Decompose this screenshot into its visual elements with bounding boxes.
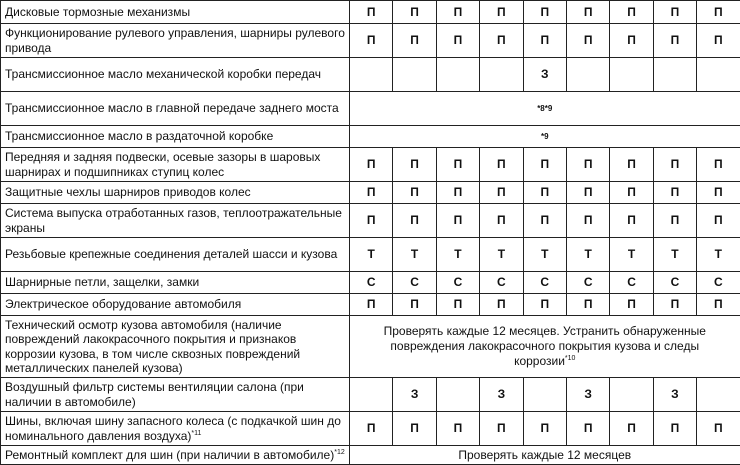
schedule-cell: П bbox=[480, 1, 523, 24]
schedule-cell: З bbox=[393, 378, 436, 412]
schedule-cell: П bbox=[697, 182, 740, 204]
schedule-cell: П bbox=[393, 1, 436, 24]
row-label: Функционирование рулевого управления, шарниры рулевого привода bbox=[1, 24, 350, 58]
schedule-cell: П bbox=[350, 24, 393, 58]
table-row bbox=[1, 272, 740, 294]
schedule-cell: Т bbox=[523, 238, 566, 272]
schedule-cell: С bbox=[697, 272, 740, 294]
schedule-cell: П bbox=[610, 1, 653, 24]
schedule-cell: П bbox=[393, 148, 436, 182]
schedule-cell: П bbox=[480, 412, 523, 446]
schedule-cell: П bbox=[610, 294, 653, 316]
schedule-cell: П bbox=[350, 1, 393, 24]
schedule-cell: С bbox=[653, 272, 696, 294]
schedule-cell: П bbox=[566, 412, 609, 446]
schedule-cell: П bbox=[610, 412, 653, 446]
schedule-cell: С bbox=[350, 272, 393, 294]
schedule-cell bbox=[350, 378, 393, 412]
schedule-cell: П bbox=[436, 204, 479, 238]
table-row bbox=[1, 446, 740, 465]
schedule-cell bbox=[653, 58, 696, 92]
schedule-cell: Т bbox=[566, 238, 609, 272]
row-label-with-note bbox=[1, 412, 350, 446]
schedule-cell: П bbox=[697, 204, 740, 238]
row-label-with-note bbox=[1, 446, 350, 465]
schedule-cell: П bbox=[523, 412, 566, 446]
schedule-cell: З bbox=[566, 378, 609, 412]
schedule-cell: П bbox=[697, 294, 740, 316]
schedule-cell: П bbox=[480, 148, 523, 182]
row-label: Шины, включая шину запасного колеса (с подкачкой шин до номинального давления воздуха) bbox=[5, 414, 341, 442]
schedule-cell: П bbox=[350, 182, 393, 204]
row-label: Шарнирные петли, защелки, замки bbox=[1, 272, 350, 294]
footnote-ref: *12 bbox=[334, 449, 345, 456]
inspection-note-text: Проверять каждые 12 месяцев. Устранить обнаруженные повреждения лакокрасочного покрытия кузова и следы коррозии bbox=[384, 324, 706, 368]
schedule-cell: Т bbox=[653, 238, 696, 272]
schedule-cell: Т bbox=[350, 238, 393, 272]
schedule-cell: П bbox=[480, 182, 523, 204]
table-row bbox=[1, 58, 740, 92]
schedule-cell: Т bbox=[436, 238, 479, 272]
schedule-cell bbox=[436, 378, 479, 412]
schedule-cell: П bbox=[697, 148, 740, 182]
table-row bbox=[1, 378, 740, 412]
schedule-cell: П bbox=[566, 1, 609, 24]
footnote-ref: *8*9 bbox=[350, 92, 740, 126]
schedule-cell: З bbox=[480, 378, 523, 412]
inspection-note: Проверять каждые 12 месяцев bbox=[350, 446, 740, 465]
table-row bbox=[1, 294, 740, 316]
schedule-cell: П bbox=[436, 24, 479, 58]
schedule-cell: П bbox=[566, 204, 609, 238]
schedule-cell: З bbox=[523, 58, 566, 92]
row-label: Трансмиссионное масло в раздаточной коробке bbox=[1, 126, 350, 148]
schedule-cell: Т bbox=[610, 238, 653, 272]
table-row bbox=[1, 204, 740, 238]
schedule-cell: П bbox=[523, 1, 566, 24]
schedule-cell: С bbox=[480, 272, 523, 294]
inspection-note bbox=[350, 316, 740, 378]
row-label: Защитные чехлы шарниров приводов колес bbox=[1, 182, 350, 204]
schedule-cell bbox=[350, 58, 393, 92]
schedule-cell: С bbox=[436, 272, 479, 294]
schedule-cell: Т bbox=[393, 238, 436, 272]
schedule-cell: П bbox=[610, 204, 653, 238]
schedule-cell: П bbox=[523, 294, 566, 316]
schedule-cell: П bbox=[653, 412, 696, 446]
row-label: Трансмиссионное масло в главной передаче заднего моста bbox=[1, 92, 350, 126]
schedule-cell bbox=[566, 58, 609, 92]
row-label: Трансмиссионное масло механической коробки передач bbox=[1, 58, 350, 92]
row-label: Электрическое оборудование автомобиля bbox=[1, 294, 350, 316]
row-label: Система выпуска отработанных газов, теплоотражательные экраны bbox=[1, 204, 350, 238]
row-label: Ремонтный комплект для шин (при наличии в автомобиле) bbox=[5, 448, 334, 462]
schedule-cell bbox=[697, 378, 740, 412]
schedule-cell: П bbox=[350, 294, 393, 316]
schedule-cell: П bbox=[436, 294, 479, 316]
schedule-cell: П bbox=[350, 204, 393, 238]
table-row bbox=[1, 1, 740, 24]
schedule-cell: П bbox=[610, 24, 653, 58]
schedule-cell: П bbox=[436, 412, 479, 446]
schedule-cell: П bbox=[393, 412, 436, 446]
schedule-cell: П bbox=[436, 148, 479, 182]
schedule-cell: П bbox=[697, 412, 740, 446]
schedule-cell bbox=[480, 58, 523, 92]
schedule-cell: С bbox=[566, 272, 609, 294]
schedule-cell: П bbox=[393, 182, 436, 204]
schedule-cell: П bbox=[350, 148, 393, 182]
row-label: Технический осмотр кузова автомобиля (наличие повреждений лакокрасочного покрытия и признаков коррозии кузова, в том числе сквозных повреждений металлических панелей кузова) bbox=[1, 316, 350, 378]
schedule-cell: П bbox=[566, 294, 609, 316]
table-row bbox=[1, 238, 740, 272]
table-row bbox=[1, 316, 740, 378]
schedule-cell: С bbox=[523, 272, 566, 294]
schedule-cell: П bbox=[393, 294, 436, 316]
schedule-cell: П bbox=[653, 294, 696, 316]
footnote-ref: *9 bbox=[350, 126, 740, 148]
schedule-cell bbox=[610, 378, 653, 412]
schedule-cell: П bbox=[436, 182, 479, 204]
table-row bbox=[1, 412, 740, 446]
schedule-cell: П bbox=[350, 412, 393, 446]
schedule-cell: П bbox=[653, 1, 696, 24]
row-label: Передняя и задняя подвески, осевые зазоры в шаровых шарнирах и подшипниках ступиц колес bbox=[1, 148, 350, 182]
row-label: Воздушный фильтр системы вентиляции салона (при наличии в автомобиле) bbox=[1, 378, 350, 412]
schedule-cell bbox=[610, 58, 653, 92]
schedule-cell: Т bbox=[697, 238, 740, 272]
schedule-cell: П bbox=[697, 1, 740, 24]
schedule-cell: П bbox=[697, 24, 740, 58]
schedule-cell: С bbox=[393, 272, 436, 294]
table-row bbox=[1, 182, 740, 204]
schedule-cell: П bbox=[566, 148, 609, 182]
schedule-cell bbox=[393, 58, 436, 92]
schedule-cell: П bbox=[653, 24, 696, 58]
schedule-cell: П bbox=[523, 204, 566, 238]
schedule-cell: П bbox=[393, 204, 436, 238]
schedule-cell: П bbox=[610, 182, 653, 204]
schedule-cell: П bbox=[393, 24, 436, 58]
schedule-cell: П bbox=[480, 294, 523, 316]
schedule-cell bbox=[523, 378, 566, 412]
schedule-cell: П bbox=[436, 1, 479, 24]
schedule-cell: П bbox=[523, 24, 566, 58]
schedule-cell: З bbox=[653, 378, 696, 412]
schedule-cell: П bbox=[566, 182, 609, 204]
row-label: Дисковые тормозные механизмы bbox=[1, 1, 350, 24]
schedule-cell: П bbox=[653, 182, 696, 204]
schedule-cell: П bbox=[480, 24, 523, 58]
schedule-cell: П bbox=[566, 24, 609, 58]
row-label: Резьбовые крепежные соединения деталей шасси и кузова bbox=[1, 238, 350, 272]
schedule-cell: Т bbox=[480, 238, 523, 272]
schedule-cell: С bbox=[610, 272, 653, 294]
table-row bbox=[1, 126, 740, 148]
footnote-ref: *10 bbox=[565, 355, 576, 362]
schedule-cell: П bbox=[610, 148, 653, 182]
schedule-cell: П bbox=[653, 148, 696, 182]
schedule-cell: П bbox=[523, 148, 566, 182]
schedule-cell: П bbox=[480, 204, 523, 238]
schedule-cell bbox=[436, 58, 479, 92]
footnote-ref: *11 bbox=[191, 430, 201, 437]
schedule-cell: П bbox=[653, 204, 696, 238]
table-row bbox=[1, 24, 740, 58]
table-row bbox=[1, 92, 740, 126]
schedule-cell bbox=[697, 58, 740, 92]
schedule-cell: П bbox=[523, 182, 566, 204]
table-row bbox=[1, 148, 740, 182]
